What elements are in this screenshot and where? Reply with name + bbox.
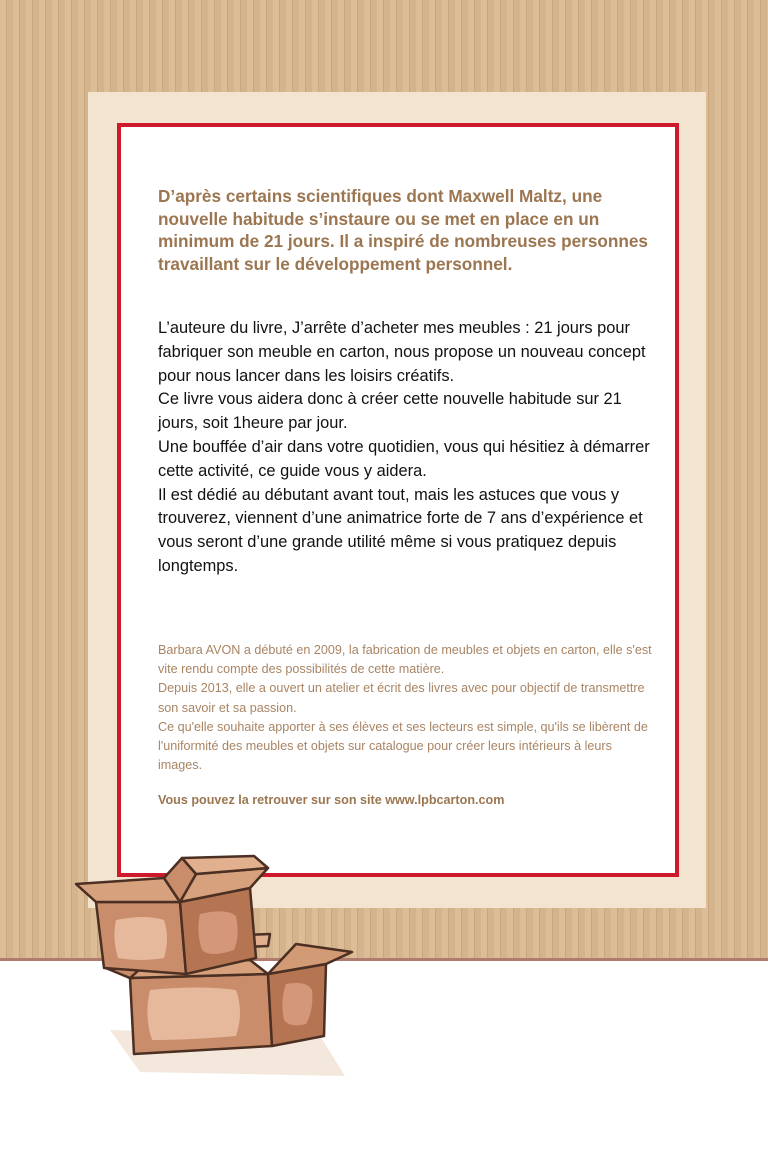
cardboard-boxes-illustration [60,840,380,1080]
back-cover-text-panel [117,123,679,877]
intro-paragraph: D’après certains scientifiques dont Maxwell Maltz, une nouvelle habitude s’instaure ou se met en place en un minimum de 21 jours. Il a inspiré de nombreuses personnes travaillant sur le développement personnel. [158,186,648,274]
description-paragraph-4: Il est dédié au débutant avant tout, mais les astuces que vous y trouverez, viennent d’une animatrice forte de 7 ans d’expérience et vous seront d’une grande utilité même si vous pratiquez depuis longtemps. [158,485,643,575]
author-bio [158,641,658,775]
description-paragraph-1: L’auteure du livre, J’arrête d’acheter mes meubles : 21 jours pour fabriquer son meuble en carton, nous propose un nouveau concept pour nous lancer dans les loisirs créatifs. [158,319,646,385]
top-box [76,856,268,974]
bio-paragraph-3: Ce qu'elle souhaite apporter à ses élèves et ses lecteurs est simple, qu'ils se libèrent de l'uniformité des meubles et objets sur catalogue pour créer leurs intérieurs à leurs images. [158,719,648,773]
website-line: Vous pouvez la retrouver sur son site www.lpbcarton.com [158,793,505,807]
bio-paragraph-2: Depuis 2013, elle a ouvert un atelier et écrit des livres avec pour objectif de transmettre son savoir et sa passion. [158,681,645,715]
book-description [158,317,658,579]
description-paragraph-3: Une bouffée d’air dans votre quotidien, vous qui hésitiez à démarrer cette activité, ce guide vous y aidera. [158,437,650,480]
bio-paragraph-1: Barbara AVON a débuté en 2009, la fabrication de meubles et objets en carton, elle s'est vite rendu compte des possibilités de cette matière. [158,643,652,677]
description-paragraph-2: Ce livre vous aidera donc à créer cette nouvelle habitude sur 21 jours, soit 1heure par jour. [158,390,622,433]
